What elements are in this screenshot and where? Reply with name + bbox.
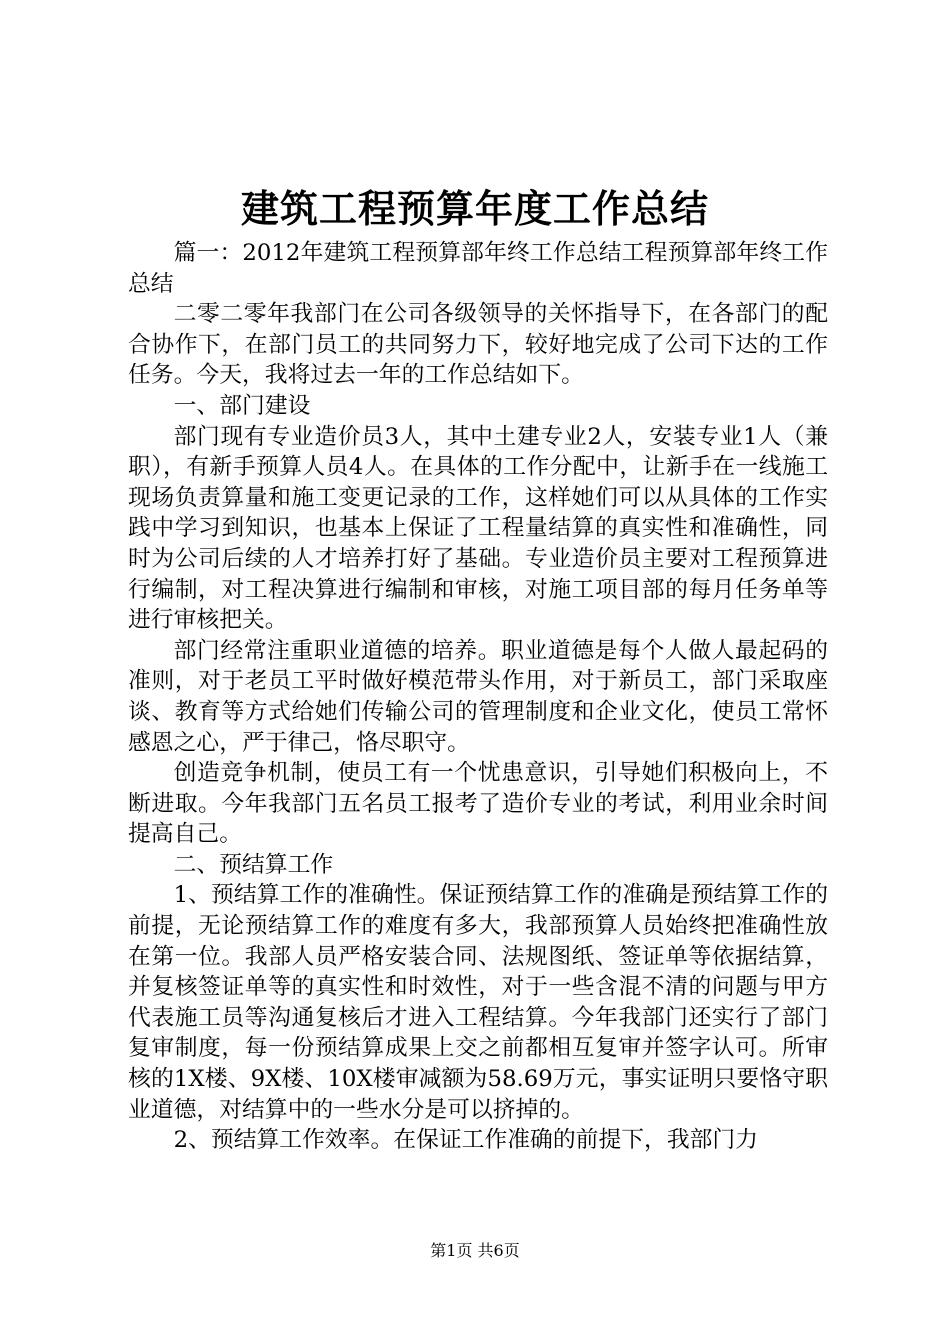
document-body [128, 238, 828, 1156]
paragraph-4: 部门经常注重职业道德的培养。职业道德是每个人做人最起码的准则，对于老员工平时做好模范带头作用，对于新员工，部门采取座谈、教育等方式给她们传输公司的管理制度和企业文化，使员工常怀感恩之心，严于律己，恪尽职守。 [128, 637, 828, 756]
section-heading-1: 一、部门建设 [173, 392, 311, 419]
page-footer: 第1页 共6页 [430, 1241, 520, 1260]
paragraph-2: 二零二零年我部门在公司各级领导的关怀指导下，在各部门的配合协作下，在部门员工的共同努力下，较好地完成了公司下达的工作任务。今天，我将过去一年的工作总结如下。 [128, 301, 828, 389]
paragraph-7: 2、预结算工作效率。在保证工作准确的前提下，我部门力 [173, 1127, 759, 1154]
document-title: 建筑工程预算年度工作总结 [240, 186, 709, 231]
paragraph-3: 部门现有专业造价员3人，其中土建专业2人，安装专业1人（兼职），有新手预算人员4人。在具体的工作分配中，让新手在一线施工现场负责算量和施工变更记录的工作，这样她们可以从具体的工作实践中学习到知识，也基本上保证了工程量结算的真实性和准确性，同时为公司后续的人才培养打好了基础。专业造价员主要对工程预算进行编制，对工程决算进行编制和审核，对施工项目部的每月任务单等进行审核把关。 [128, 423, 828, 634]
paragraph-1: 篇一：2012年建筑工程预算部年终工作总结工程预算部年终工作总结 [128, 240, 828, 297]
paragraph-6: 1、预结算工作的准确性。保证预结算工作的准确是预结算工作的前提，无论预结算工作的难度有多大，我部预算人员始终把准确性放在第一位。我部人员严格安装合同、法规图纸、签证单等依据结算，并复核签证单等的真实性和时效性，对于一些含混不清的问题与甲方代表施工员等沟通复核后才进入工程结算。今年我部门还实行了部门复审制度，每一份预结算成果上交之前都相互复审并签字认可。所审核的1X楼、9X楼、10X楼审减额为58.69万元，事实证明只要恪守职业道德，对结算中的一些水分是可以挤掉的。 [128, 882, 828, 1123]
section-heading-2: 二、预结算工作 [173, 851, 334, 878]
paragraph-5: 创造竞争机制，使员工有一个忧患意识，引导她们积极向上，不断进取。今年我部门五名员工报考了造价专业的考试，利用业余时间提高自己。 [128, 760, 828, 848]
